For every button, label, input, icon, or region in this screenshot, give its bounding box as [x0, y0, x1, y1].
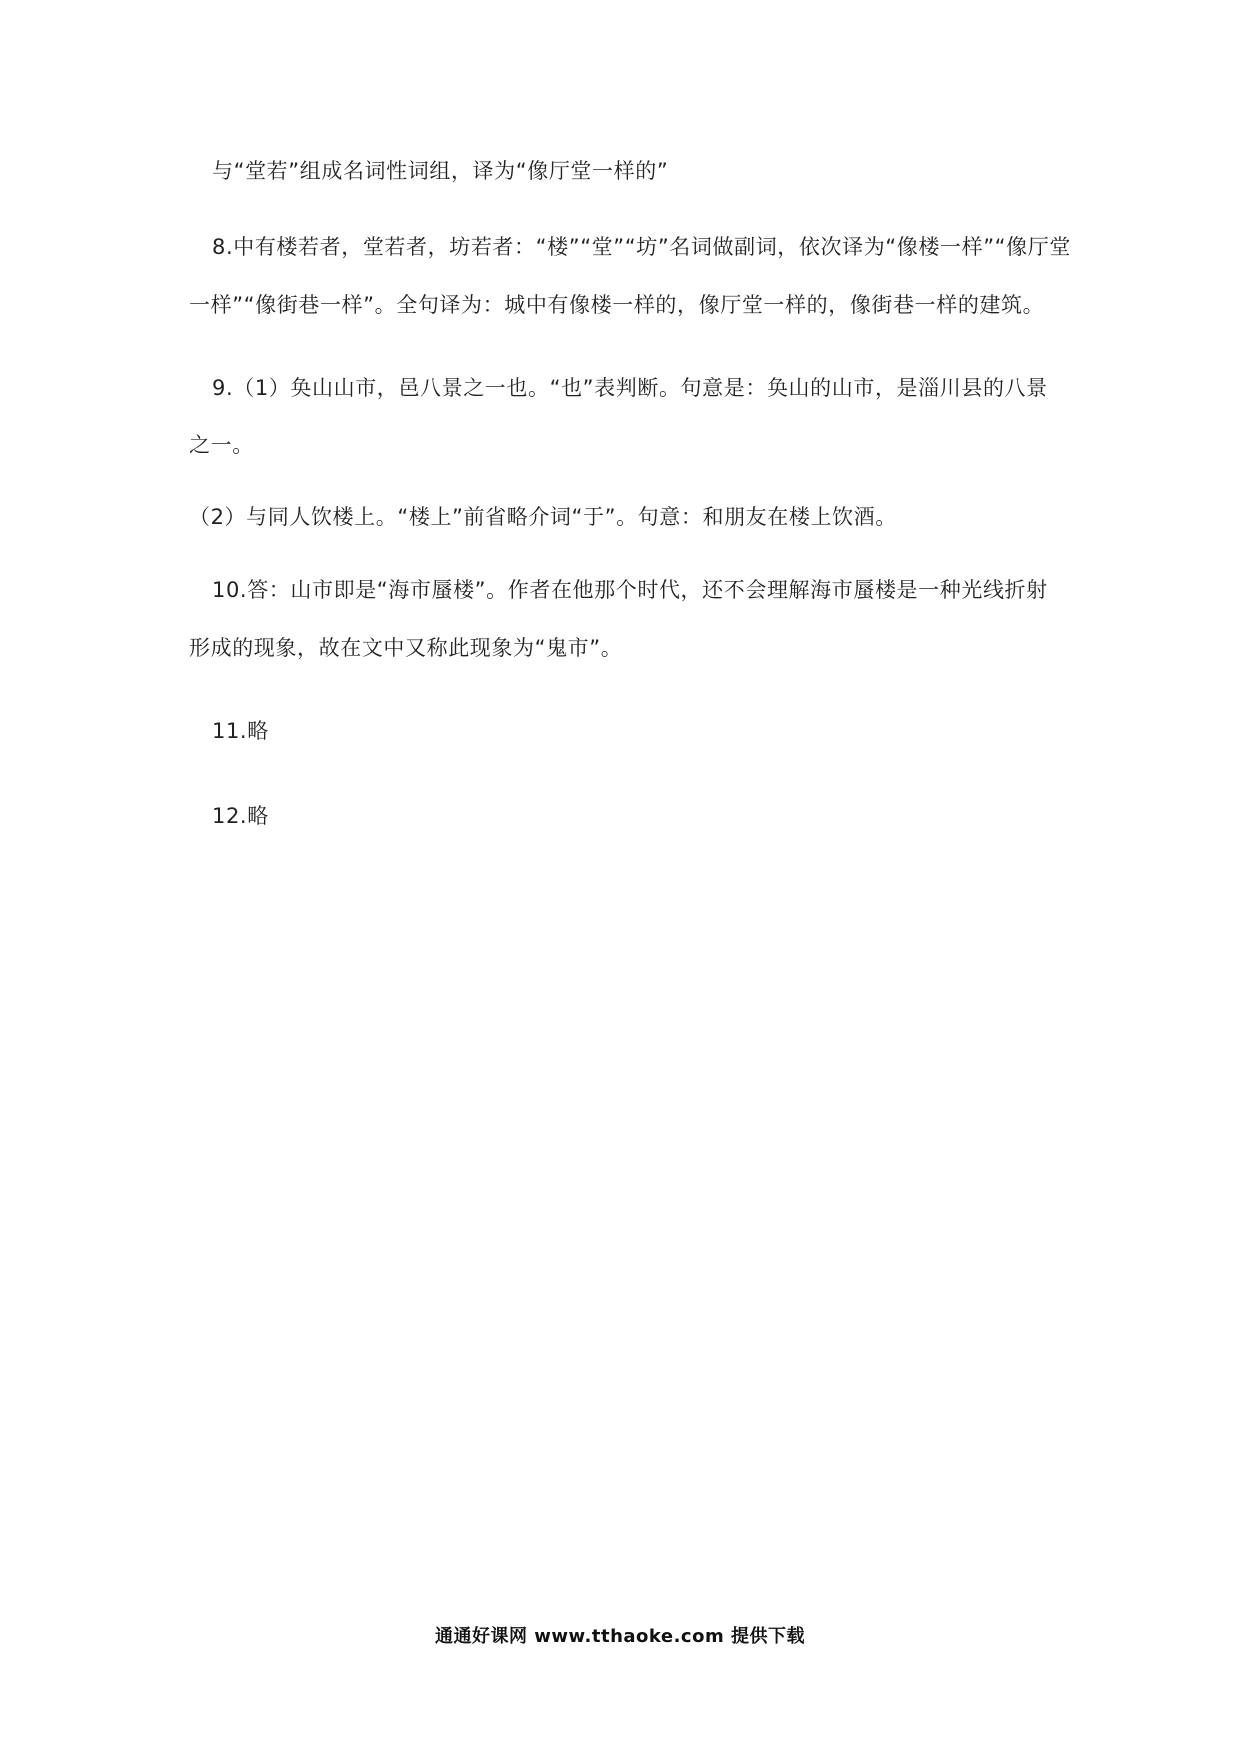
- answer-line-1: 与“堂若”组成名词性词组，译为“像厅堂一样的”: [212, 159, 669, 183]
- footer-source: 通通好课网 www.tthaoke.com 提供下载: [435, 1626, 805, 1647]
- answer-item-10-line-2: 形成的现象，故在文中又称此现象为“鬼市”。: [189, 636, 623, 660]
- answer-item-8-line-1: 8.中有楼若者，堂若者，坊若者：“楼”“堂”“坊”名词做副词，依次译为“像楼一样”“像厅堂: [212, 235, 1071, 259]
- answer-item-9-sub-2: （2）与同人饮楼上。“楼上”前省略介词“于”。句意：和朋友在楼上饮酒。: [189, 505, 897, 529]
- answer-item-10-line-1: 10.答：山市即是“海市蜃楼”。作者在他那个时代，还不会理解海市蜃楼是一种光线折射: [212, 578, 1048, 602]
- answer-item-9-line-1: 9.（1）奂山山市，邑八景之一也。“也”表判断。句意是：奂山的山市，是淄川县的八景: [212, 376, 1048, 400]
- answer-item-12: 12.略: [212, 804, 269, 828]
- answer-item-11: 11.略: [212, 719, 269, 743]
- answer-item-9-line-2: 之一。: [189, 433, 254, 457]
- answer-item-8-line-2: 一样”“像街巷一样”。全句译为：城中有像楼一样的，像厅堂一样的，像街巷一样的建筑。: [189, 293, 1045, 317]
